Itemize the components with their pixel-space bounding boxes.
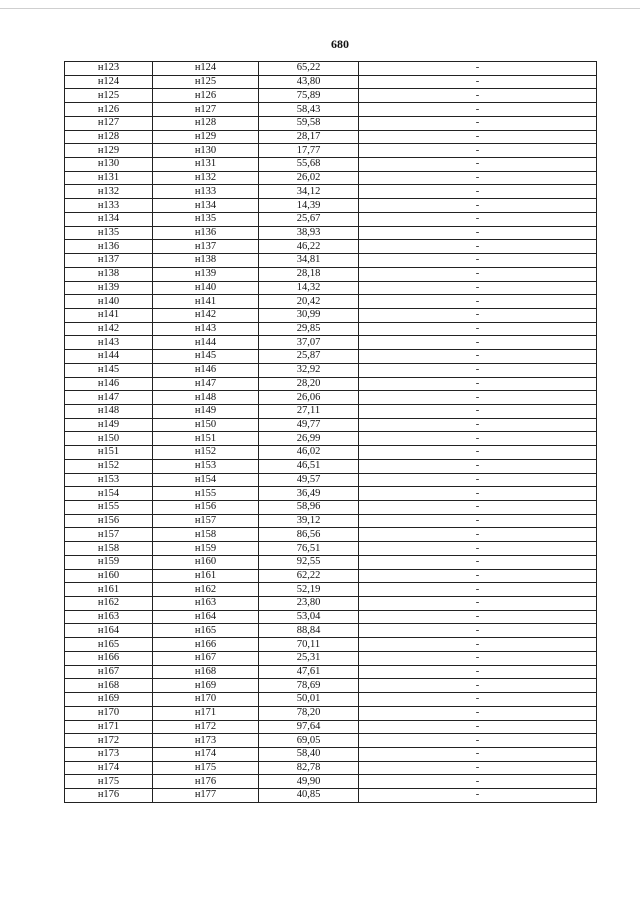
note-cell: - [359, 267, 597, 281]
distance-cell: 14,32 [259, 281, 359, 295]
note-cell: - [359, 528, 597, 542]
note-cell: - [359, 158, 597, 172]
distance-cell: 25,31 [259, 651, 359, 665]
table-row [65, 747, 597, 761]
table-row [65, 706, 597, 720]
point-to-cell: н156 [153, 501, 259, 515]
table-row [65, 418, 597, 432]
table-row [65, 720, 597, 734]
note-cell: - [359, 775, 597, 789]
note-cell: - [359, 240, 597, 254]
point-to-cell: н158 [153, 528, 259, 542]
point-to-cell: н146 [153, 363, 259, 377]
point-to-cell: н148 [153, 391, 259, 405]
note-cell: - [359, 446, 597, 460]
point-from-cell: н173 [65, 747, 153, 761]
note-cell: - [359, 501, 597, 515]
point-to-cell: н163 [153, 597, 259, 611]
point-from-cell: н159 [65, 555, 153, 569]
table-row [65, 158, 597, 172]
distance-cell: 37,07 [259, 336, 359, 350]
table-row [65, 199, 597, 213]
point-from-cell: н166 [65, 651, 153, 665]
point-from-cell: н153 [65, 473, 153, 487]
point-to-cell: н128 [153, 116, 259, 130]
point-to-cell: н177 [153, 789, 259, 803]
distance-cell: 86,56 [259, 528, 359, 542]
point-from-cell: н160 [65, 569, 153, 583]
table-row [65, 144, 597, 158]
point-to-cell: н162 [153, 583, 259, 597]
note-cell: - [359, 116, 597, 130]
note-cell: - [359, 651, 597, 665]
point-to-cell: н127 [153, 103, 259, 117]
distance-cell: 14,39 [259, 199, 359, 213]
table-row [65, 171, 597, 185]
point-from-cell: н174 [65, 761, 153, 775]
point-from-cell: н162 [65, 597, 153, 611]
coordinates-table [64, 61, 597, 803]
point-from-cell: н175 [65, 775, 153, 789]
note-cell: - [359, 610, 597, 624]
table-row [65, 116, 597, 130]
table-row [65, 487, 597, 501]
note-cell: - [359, 432, 597, 446]
point-from-cell: н126 [65, 103, 153, 117]
table-row [65, 734, 597, 748]
distance-cell: 75,89 [259, 89, 359, 103]
point-to-cell: н150 [153, 418, 259, 432]
note-cell: - [359, 226, 597, 240]
table-row [65, 514, 597, 528]
point-from-cell: н157 [65, 528, 153, 542]
table-row [65, 103, 597, 117]
point-to-cell: н130 [153, 144, 259, 158]
point-to-cell: н133 [153, 185, 259, 199]
point-from-cell: н144 [65, 350, 153, 364]
point-to-cell: н132 [153, 171, 259, 185]
point-to-cell: н136 [153, 226, 259, 240]
point-to-cell: н152 [153, 446, 259, 460]
note-cell: - [359, 254, 597, 268]
note-cell: - [359, 747, 597, 761]
distance-cell: 28,20 [259, 377, 359, 391]
point-from-cell: н170 [65, 706, 153, 720]
point-from-cell: н150 [65, 432, 153, 446]
table-row [65, 322, 597, 336]
note-cell: - [359, 761, 597, 775]
note-cell: - [359, 75, 597, 89]
point-to-cell: н174 [153, 747, 259, 761]
point-from-cell: н171 [65, 720, 153, 734]
distance-cell: 26,02 [259, 171, 359, 185]
distance-cell: 34,81 [259, 254, 359, 268]
point-from-cell: н158 [65, 542, 153, 556]
point-to-cell: н147 [153, 377, 259, 391]
distance-cell: 39,12 [259, 514, 359, 528]
table-row [65, 473, 597, 487]
distance-cell: 46,51 [259, 459, 359, 473]
table-row [65, 391, 597, 405]
point-to-cell: н126 [153, 89, 259, 103]
point-to-cell: н175 [153, 761, 259, 775]
distance-cell: 32,92 [259, 363, 359, 377]
note-cell: - [359, 212, 597, 226]
distance-cell: 92,55 [259, 555, 359, 569]
table-row [65, 350, 597, 364]
point-from-cell: н124 [65, 75, 153, 89]
table-row [65, 377, 597, 391]
point-to-cell: н169 [153, 679, 259, 693]
point-from-cell: н165 [65, 638, 153, 652]
note-cell: - [359, 734, 597, 748]
point-from-cell: н137 [65, 254, 153, 268]
point-to-cell: н149 [153, 404, 259, 418]
point-to-cell: н137 [153, 240, 259, 254]
point-from-cell: н161 [65, 583, 153, 597]
table-row [65, 597, 597, 611]
distance-cell: 53,04 [259, 610, 359, 624]
point-to-cell: н171 [153, 706, 259, 720]
point-to-cell: н157 [153, 514, 259, 528]
table-row [65, 528, 597, 542]
table-row [65, 542, 597, 556]
distance-cell: 55,68 [259, 158, 359, 172]
page-number: 680 [331, 37, 349, 51]
distance-cell: 20,42 [259, 295, 359, 309]
table-row [65, 212, 597, 226]
note-cell: - [359, 171, 597, 185]
table-row [65, 501, 597, 515]
distance-cell: 43,80 [259, 75, 359, 89]
distance-cell: 34,12 [259, 185, 359, 199]
point-to-cell: н166 [153, 638, 259, 652]
table-row [65, 446, 597, 460]
table-row [65, 336, 597, 350]
note-cell: - [359, 322, 597, 336]
note-cell: - [359, 418, 597, 432]
point-from-cell: н146 [65, 377, 153, 391]
point-from-cell: н172 [65, 734, 153, 748]
point-from-cell: н127 [65, 116, 153, 130]
point-to-cell: н173 [153, 734, 259, 748]
note-cell: - [359, 789, 597, 803]
table-row [65, 130, 597, 144]
point-from-cell: н134 [65, 212, 153, 226]
note-cell: - [359, 377, 597, 391]
point-to-cell: н168 [153, 665, 259, 679]
point-from-cell: н145 [65, 363, 153, 377]
note-cell: - [359, 391, 597, 405]
note-cell: - [359, 363, 597, 377]
note-cell: - [359, 199, 597, 213]
note-cell: - [359, 103, 597, 117]
note-cell: - [359, 350, 597, 364]
point-to-cell: н154 [153, 473, 259, 487]
point-from-cell: н130 [65, 158, 153, 172]
table-row [65, 583, 597, 597]
point-from-cell: н169 [65, 693, 153, 707]
distance-cell: 76,51 [259, 542, 359, 556]
distance-cell: 40,85 [259, 789, 359, 803]
distance-cell: 26,06 [259, 391, 359, 405]
note-cell: - [359, 542, 597, 556]
table-row [65, 281, 597, 295]
distance-cell: 78,69 [259, 679, 359, 693]
point-to-cell: н165 [153, 624, 259, 638]
note-cell: - [359, 555, 597, 569]
point-to-cell: н140 [153, 281, 259, 295]
point-from-cell: н148 [65, 404, 153, 418]
table-row [65, 75, 597, 89]
point-from-cell: н131 [65, 171, 153, 185]
table-body [65, 62, 597, 803]
point-to-cell: н172 [153, 720, 259, 734]
note-cell: - [359, 185, 597, 199]
point-from-cell: н123 [65, 62, 153, 76]
note-cell: - [359, 624, 597, 638]
table-row [65, 638, 597, 652]
table-row [65, 363, 597, 377]
point-from-cell: н129 [65, 144, 153, 158]
note-cell: - [359, 638, 597, 652]
point-from-cell: н142 [65, 322, 153, 336]
distance-cell: 26,99 [259, 432, 359, 446]
table-row [65, 761, 597, 775]
table-row [65, 555, 597, 569]
note-cell: - [359, 514, 597, 528]
distance-cell: 23,80 [259, 597, 359, 611]
point-to-cell: н144 [153, 336, 259, 350]
note-cell: - [359, 583, 597, 597]
point-from-cell: н133 [65, 199, 153, 213]
distance-cell: 49,77 [259, 418, 359, 432]
table-row [65, 789, 597, 803]
distance-cell: 58,40 [259, 747, 359, 761]
point-to-cell: н170 [153, 693, 259, 707]
distance-cell: 29,85 [259, 322, 359, 336]
distance-cell: 59,58 [259, 116, 359, 130]
distance-cell: 88,84 [259, 624, 359, 638]
note-cell: - [359, 706, 597, 720]
note-cell: - [359, 336, 597, 350]
table-row [65, 185, 597, 199]
point-to-cell: н141 [153, 295, 259, 309]
point-to-cell: н142 [153, 308, 259, 322]
distance-cell: 25,67 [259, 212, 359, 226]
point-to-cell: н160 [153, 555, 259, 569]
distance-cell: 30,99 [259, 308, 359, 322]
point-to-cell: н155 [153, 487, 259, 501]
note-cell: - [359, 665, 597, 679]
point-from-cell: н155 [65, 501, 153, 515]
note-cell: - [359, 281, 597, 295]
distance-cell: 27,11 [259, 404, 359, 418]
point-to-cell: н159 [153, 542, 259, 556]
table-row [65, 308, 597, 322]
point-from-cell: н140 [65, 295, 153, 309]
note-cell: - [359, 679, 597, 693]
note-cell: - [359, 404, 597, 418]
note-cell: - [359, 144, 597, 158]
distance-cell: 58,43 [259, 103, 359, 117]
point-to-cell: н161 [153, 569, 259, 583]
point-to-cell: н131 [153, 158, 259, 172]
point-from-cell: н163 [65, 610, 153, 624]
distance-cell: 28,17 [259, 130, 359, 144]
table-row [65, 432, 597, 446]
point-from-cell: н149 [65, 418, 153, 432]
point-to-cell: н139 [153, 267, 259, 281]
note-cell: - [359, 89, 597, 103]
table-row [65, 693, 597, 707]
table-row [65, 295, 597, 309]
point-from-cell: н152 [65, 459, 153, 473]
point-from-cell: н176 [65, 789, 153, 803]
table-row [65, 404, 597, 418]
point-to-cell: н153 [153, 459, 259, 473]
point-to-cell: н135 [153, 212, 259, 226]
point-from-cell: н128 [65, 130, 153, 144]
point-from-cell: н139 [65, 281, 153, 295]
point-from-cell: н156 [65, 514, 153, 528]
note-cell: - [359, 130, 597, 144]
table-row [65, 665, 597, 679]
distance-cell: 58,96 [259, 501, 359, 515]
note-cell: - [359, 459, 597, 473]
note-cell: - [359, 693, 597, 707]
distance-cell: 65,22 [259, 62, 359, 76]
table-row [65, 651, 597, 665]
point-from-cell: н136 [65, 240, 153, 254]
distance-cell: 28,18 [259, 267, 359, 281]
distance-cell: 49,57 [259, 473, 359, 487]
note-cell: - [359, 487, 597, 501]
point-from-cell: н132 [65, 185, 153, 199]
note-cell: - [359, 308, 597, 322]
distance-cell: 97,64 [259, 720, 359, 734]
point-to-cell: н138 [153, 254, 259, 268]
table-row [65, 624, 597, 638]
distance-cell: 52,19 [259, 583, 359, 597]
note-cell: - [359, 569, 597, 583]
distance-cell: 70,11 [259, 638, 359, 652]
point-to-cell: н134 [153, 199, 259, 213]
table-row [65, 775, 597, 789]
point-from-cell: н168 [65, 679, 153, 693]
point-to-cell: н124 [153, 62, 259, 76]
point-to-cell: н176 [153, 775, 259, 789]
point-to-cell: н164 [153, 610, 259, 624]
distance-cell: 69,05 [259, 734, 359, 748]
table-row [65, 226, 597, 240]
point-from-cell: н167 [65, 665, 153, 679]
note-cell: - [359, 473, 597, 487]
point-from-cell: н143 [65, 336, 153, 350]
table-row [65, 240, 597, 254]
distance-cell: 38,93 [259, 226, 359, 240]
distance-cell: 47,61 [259, 665, 359, 679]
note-cell: - [359, 295, 597, 309]
point-from-cell: н147 [65, 391, 153, 405]
table-row [65, 610, 597, 624]
point-from-cell: н151 [65, 446, 153, 460]
distance-cell: 46,22 [259, 240, 359, 254]
distance-cell: 62,22 [259, 569, 359, 583]
point-from-cell: н138 [65, 267, 153, 281]
table-row [65, 254, 597, 268]
point-from-cell: н164 [65, 624, 153, 638]
distance-cell: 78,20 [259, 706, 359, 720]
point-from-cell: н135 [65, 226, 153, 240]
table-row [65, 459, 597, 473]
distance-cell: 49,90 [259, 775, 359, 789]
table-row [65, 62, 597, 76]
distance-cell: 25,87 [259, 350, 359, 364]
point-from-cell: н154 [65, 487, 153, 501]
point-to-cell: н129 [153, 130, 259, 144]
point-from-cell: н141 [65, 308, 153, 322]
table-row [65, 679, 597, 693]
distance-cell: 50,01 [259, 693, 359, 707]
distance-cell: 82,78 [259, 761, 359, 775]
note-cell: - [359, 720, 597, 734]
distance-cell: 46,02 [259, 446, 359, 460]
point-to-cell: н151 [153, 432, 259, 446]
table-row [65, 569, 597, 583]
note-cell: - [359, 62, 597, 76]
point-from-cell: н125 [65, 89, 153, 103]
point-to-cell: н125 [153, 75, 259, 89]
distance-cell: 17,77 [259, 144, 359, 158]
table-row [65, 89, 597, 103]
point-to-cell: н167 [153, 651, 259, 665]
point-to-cell: н143 [153, 322, 259, 336]
table-row [65, 267, 597, 281]
point-to-cell: н145 [153, 350, 259, 364]
page-top-rule [0, 8, 640, 9]
note-cell: - [359, 597, 597, 611]
distance-cell: 36,49 [259, 487, 359, 501]
